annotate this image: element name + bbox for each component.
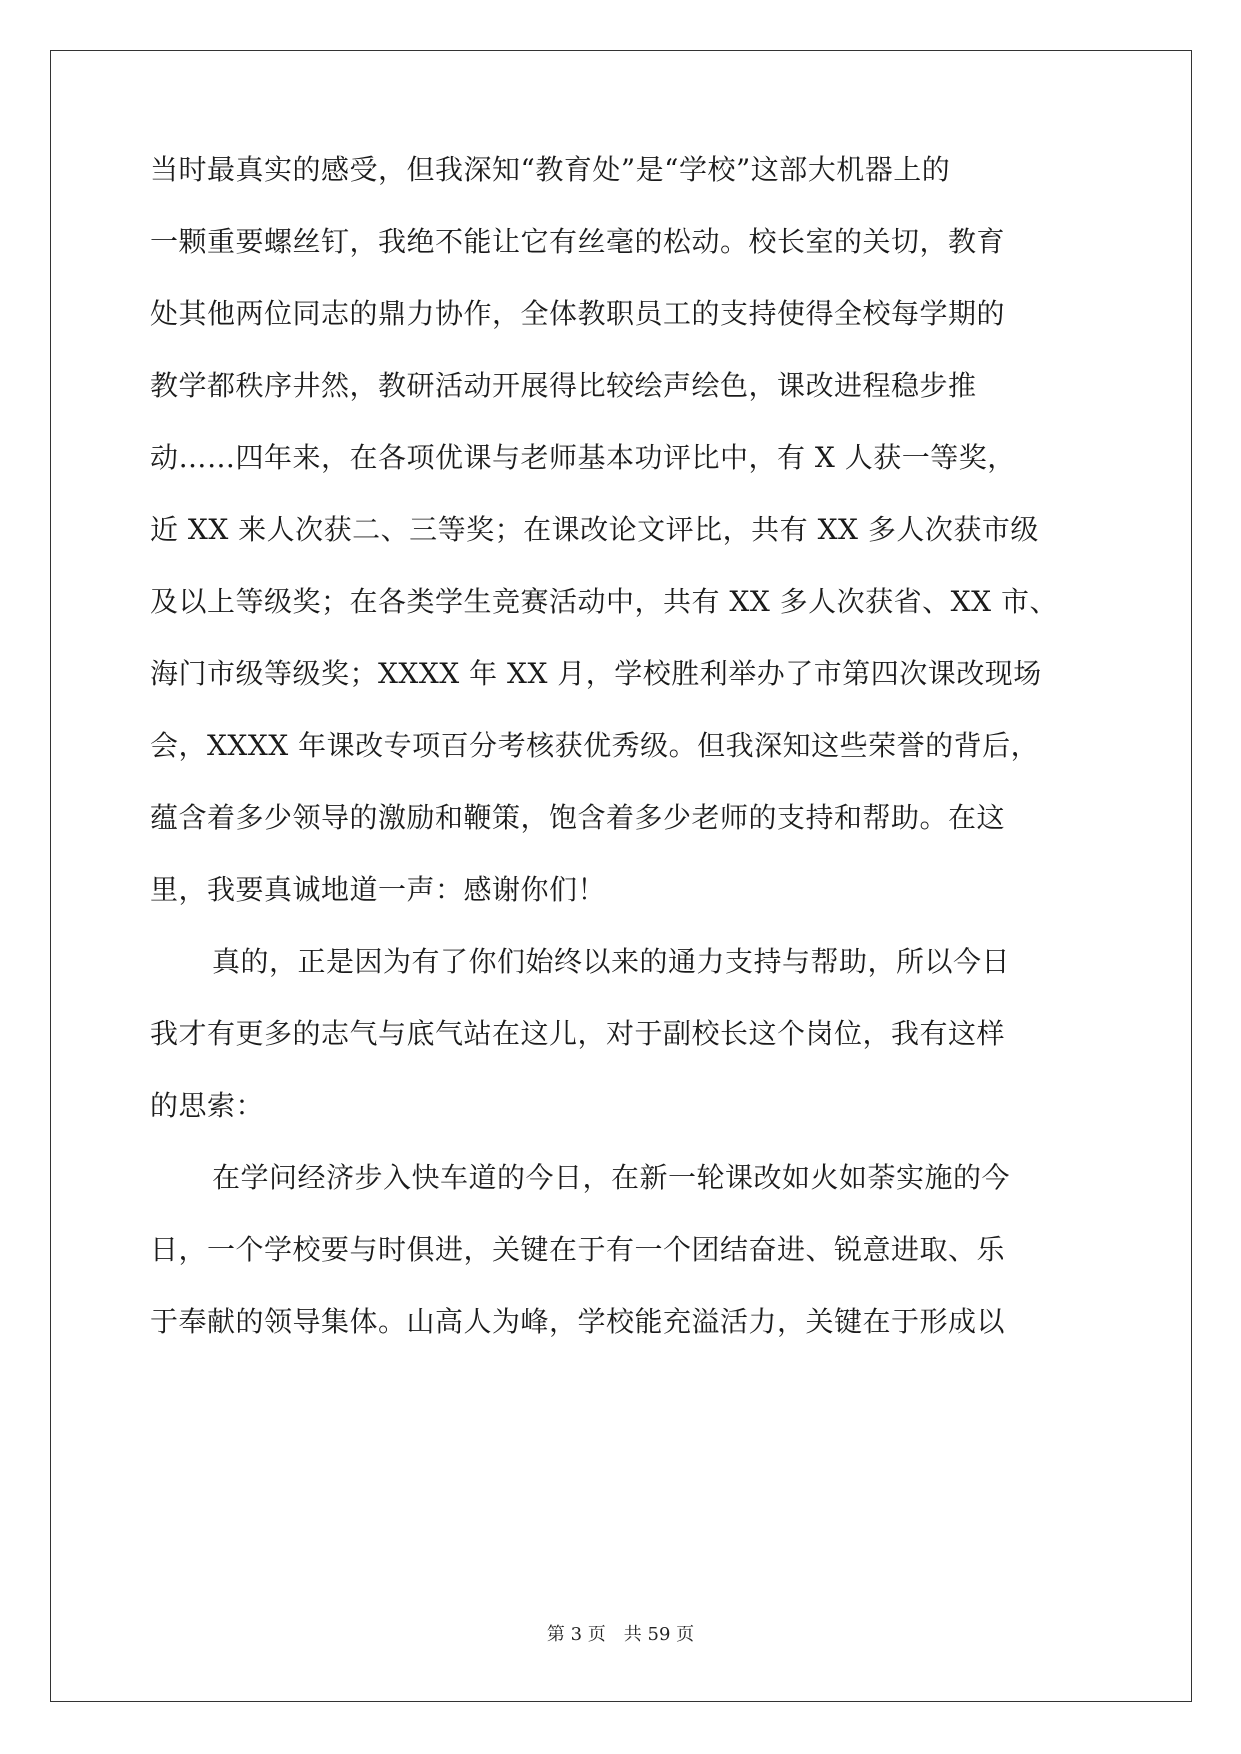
- text-line: 当时最真实的感受，但我深知“教育处”是“学校”这部大机器上的: [150, 153, 951, 186]
- text-line: 日，一个学校要与时俱进，关键在于有一个团结奋进、锐意进取、乐: [150, 1233, 1006, 1266]
- text-line: 于奉献的领导集体。山高人为峰，学校能充溢活力，关键在于形成以: [150, 1305, 1006, 1338]
- text-line: 一颗重要螺丝钉，我绝不能让它有丝毫的松动。校长室的关切，教育: [150, 225, 1006, 258]
- page-number-footer: 第 3 页 共 59 页: [546, 1624, 695, 1645]
- paragraph-first-line: 真的，正是因为有了你们始终以来的通力支持与帮助，所以今日: [212, 945, 1011, 978]
- text-line: 里，我要真诚地道一声：感谢你们！: [150, 873, 607, 906]
- text-line: 近 XX 来人次获二、三等奖；在课改论文评比，共有 XX 多人次获市级: [150, 513, 1039, 546]
- text-line: 蕴含着多少领导的激励和鞭策，饱含着多少老师的支持和帮助。在这: [150, 801, 1006, 834]
- text-line: 及以上等级奖；在各类学生竞赛活动中，共有 XX 多人次获省、XX 市、: [150, 585, 1058, 618]
- text-line: 教学都秩序井然，教研活动开展得比较绘声绘色，课改进程稳步推: [150, 369, 977, 402]
- paragraph-first-line: 在学问经济步入快车道的今日，在新一轮课改如火如荼实施的今: [212, 1161, 1011, 1194]
- text-line: 处其他两位同志的鼎力协作，全体教职员工的支持使得全校每学期的: [150, 297, 1006, 330]
- text-line: 海门市级等级奖；XXXX 年 XX 月，学校胜利举办了市第四次课改现场: [150, 657, 1042, 690]
- text-line: 动……四年来，在各项优课与老师基本功评比中，有 X 人获一等奖，: [150, 441, 1016, 474]
- text-line: 我才有更多的志气与底气站在这儿，对于副校长这个岗位，我有这样: [150, 1017, 1006, 1050]
- text-line: 会，XXXX 年课改专项百分考核获优秀级。但我深知这些荣誉的背后，: [150, 729, 1040, 762]
- text-line: 的思索：: [150, 1089, 265, 1122]
